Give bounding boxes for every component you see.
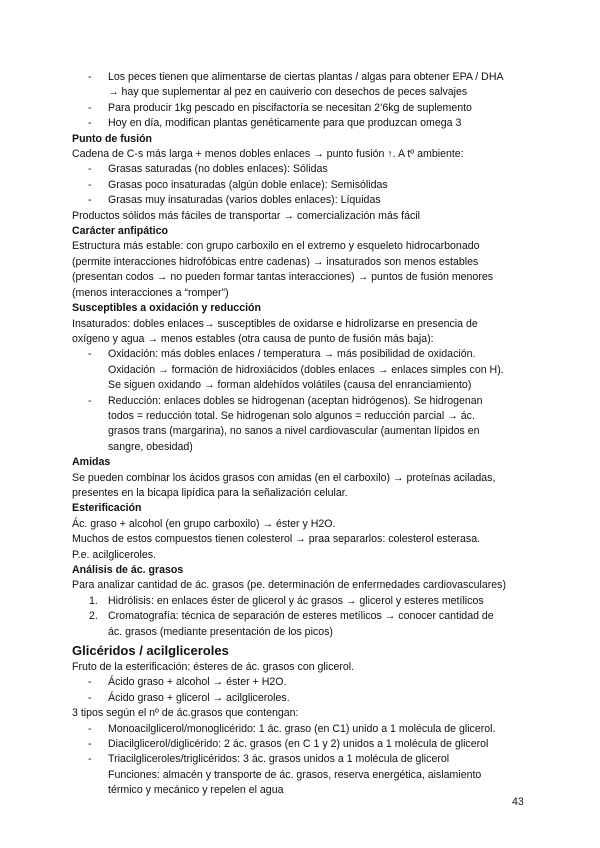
paragraph [72, 517, 552, 563]
section-heading-anfipatico: Carácter anfipático [72, 225, 168, 238]
text-line: → hay que suplementar al pez en cauiverio con desechos de peces salvajes [108, 86, 468, 99]
list-item [72, 752, 552, 798]
text-line: Se pueden combinar los ácidos grasos con amidas (en el carboxilo) → proteínas aciladas, [72, 471, 496, 484]
paragraph [72, 471, 552, 502]
paragraph [72, 239, 552, 301]
paragraph [72, 317, 552, 348]
text-line: P.e. acilgliceroles. [72, 548, 157, 561]
text-line: Insaturados: dobles enlaces→ susceptibles de oxidarse e hidrolizarse en presencia de [72, 317, 478, 330]
text-line: Estructura más estable: con grupo carboxilo en el extremo y esqueleto hidrocarbonado [72, 240, 480, 253]
text-line: ác. grasos (mediante presentación de los picos) [108, 625, 333, 638]
paragraph: Productos sólidos más fáciles de transportar → comercialización más fácil [72, 209, 420, 222]
text-line: todos = reducción total. Se hidrogenan solo algunos = reducción parcial → ác. [108, 409, 475, 422]
list-item [72, 101, 552, 116]
text-line: Funciones: almacén y transporte de ác. grasos, reserva energética, aislamiento [108, 768, 482, 781]
section-heading-analisis: Análisis de ác. grasos [72, 564, 184, 576]
section-heading-amidas: Amidas [72, 456, 111, 469]
list-item [72, 347, 552, 393]
list-item [72, 722, 552, 737]
text-line: - Hoy en día, modifican plantas genéticamente para que produzcan omega 3 [108, 117, 462, 130]
list-item: - Grasas poco insaturadas (algún doble enlace): Semisólidas [72, 178, 552, 193]
list-item: - Grasas saturadas (no dobles enlaces): Sólidas [72, 162, 552, 177]
text-line: - Diacilglicerol/diglicérido: 2 ác. grasos (en C 1 y 2) unidos a 1 molécula de glicerol [108, 738, 489, 751]
text-line: - Oxidación: más dobles enlaces / temperatura → más posibilidad de oxidación. [108, 348, 476, 361]
text-line: - Para producir 1kg pescado en piscifactoría se necesitan 2’6kg de suplemento [108, 101, 472, 114]
list-number: 2. [89, 610, 98, 623]
page-number: 43 [512, 796, 524, 808]
list-item: - Ácido graso + glicerol → acilgliceroles. [72, 691, 552, 706]
text-line: Muchos de estos compuestos tienen colesterol → praa separarlos: colesterol esterasa. [72, 533, 481, 546]
section-heading-oxidacion: Susceptibles a oxidación y reducción [72, 302, 261, 315]
text-line: presentes en la bicapa lipídica para la señalización celular. [72, 486, 348, 499]
list-item [72, 70, 552, 101]
text-line: (permite interacciones hidrofóbicas entre cadenas) → insaturados son menos estables [72, 255, 479, 268]
text-line: Ác. graso + alcohol (en grupo carboxilo) → éster y H2O. [72, 517, 336, 530]
analisis-numbered-list [72, 594, 552, 640]
paragraph: Fruto de la esterificación: ésteres de ác. grasos con glicerol. [72, 661, 355, 674]
text-line: grasos trans (margarina), no sanos a nivel cardiovascular (aumentan lípidos en [108, 425, 480, 438]
list-item: - Grasas muy insaturadas (varios dobles enlaces): Líquidas [72, 193, 552, 208]
text-line: - Monoacilglicerol/monoglicérido: 1 ác. graso (en C1) unido a 1 molécula de glicerol. [108, 722, 496, 735]
list-item [72, 394, 552, 456]
paragraph: Cadena de C-s más larga + menos dobles enlaces → punto fusión ↑. A tº ambiente: [72, 148, 464, 161]
tipos-dash-list [72, 722, 552, 799]
section-heading-esterificacion: Esterificación [72, 502, 142, 515]
list-number: 1. [89, 594, 98, 607]
text-line: térmico y mecánico y repelen el agua [108, 784, 284, 797]
text-line: oxígeno y agua → menos estables (otra causa de punto de fusión más baja): [72, 332, 434, 345]
list-item [72, 116, 552, 131]
text-line: Cromatografía: técnica de separación de esteres metílicos → conocer cantidad de [108, 610, 494, 623]
oxidacion-dash-list [72, 347, 552, 455]
fusion-dash-list [72, 162, 552, 208]
text-line: Oxidación → formación de hidroxiácidos (dobles enlaces → enlaces simples con H). [108, 363, 504, 376]
text-line: sangre, obesidad) [108, 440, 193, 453]
text-line: Se siguen oxidando → forman aldehídos volátiles (causa del enranciamiento) [108, 379, 472, 392]
intro-dash-list [72, 70, 552, 132]
list-item: - Ácido graso + alcohol → éster + H2O. [72, 675, 552, 690]
section-heading-punto-fusion: Punto de fusión [72, 132, 153, 145]
list-item [72, 609, 552, 640]
gliceridos-dash-list [72, 675, 552, 706]
document-page [72, 70, 552, 799]
text-line: - Reducción: enlaces dobles se hidrogenan (aceptan hidrógenos). Se hidrogenan [108, 394, 483, 407]
text-line: - Los peces tienen que alimentarse de ciertas plantas / algas para obtener EPA / DHA [108, 71, 504, 83]
text-line: (menos interacciones a “romper”) [72, 286, 229, 299]
paragraph: 3 tipos según el nº de ác.grasos que contengan: [72, 707, 299, 720]
section-heading-gliceridos: Glicéridos / acilgliceroles [72, 643, 229, 659]
text-line: Hidrólisis: en enlaces éster de glicerol y ác grasos → glicerol y esteres metílicos [108, 594, 484, 607]
paragraph: Para analizar cantidad de ác. grasos (pe. determinación de enfermedades cardiovasculares) [72, 579, 506, 592]
text-line: (presentan codos → no pueden formar tantas interacciones) → puntos de fusión menores [72, 271, 494, 284]
list-item [72, 737, 552, 752]
text-line: - Triacilgliceroles/triglicéridos: 3 ác. grasos unidos a 1 molécula de glicerol [108, 753, 450, 766]
list-item [72, 594, 552, 609]
